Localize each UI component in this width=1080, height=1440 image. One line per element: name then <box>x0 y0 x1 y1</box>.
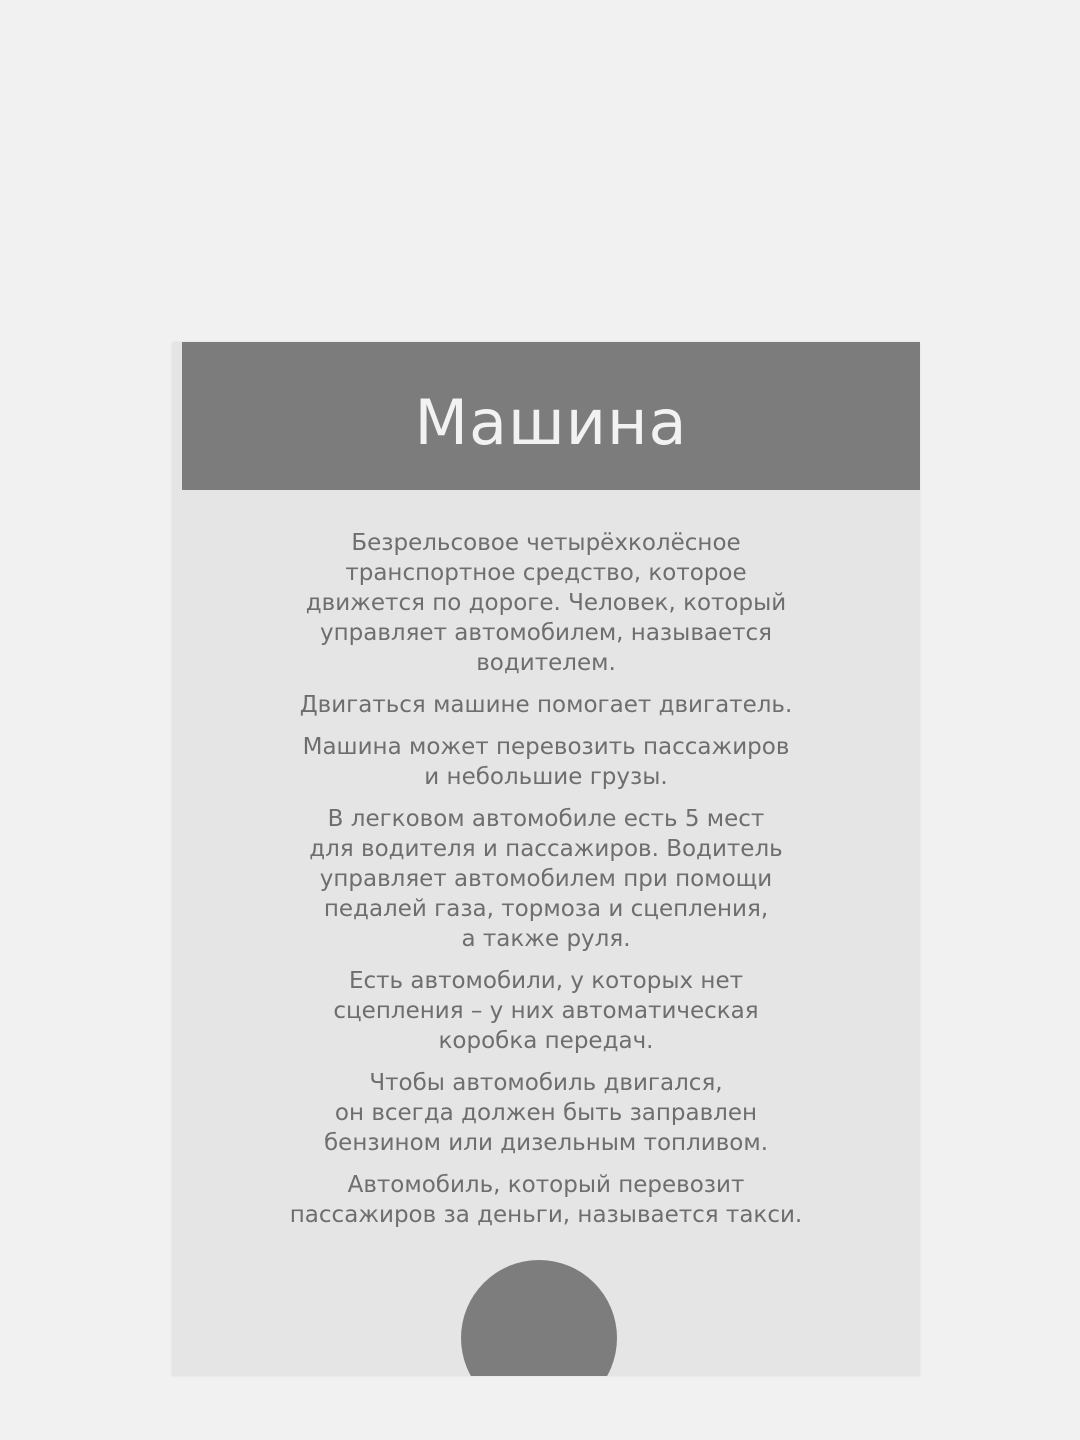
card-header <box>182 342 920 490</box>
info-card <box>172 342 920 1376</box>
card-body <box>212 528 880 1242</box>
paragraph-taxi: Автомобиль, который перевозит пассажиров за деньги, называется такси. <box>289 1172 803 1228</box>
semicircle-decoration <box>461 1260 617 1376</box>
card-title: Машина <box>414 386 688 459</box>
paragraph-seats: В легковом автомобиле есть 5 мест для водителя и пассажиров. Водитель управляет автомобилем при помощи педалей газа, тормоза и сцепления, а также руля. <box>309 806 783 952</box>
paragraph-cargo: Машина может перевозить пассажиров и небольшие грузы. <box>302 734 790 790</box>
paragraph-engine: Двигаться машине помогает двигатель. <box>299 692 793 718</box>
paragraph-automatic: Есть автомобили, у которых нет сцепления – у них автоматическая коробка передач. <box>333 968 759 1054</box>
paragraph-fuel: Чтобы автомобиль двигался, он всегда должен быть заправлен бензином или дизельным топливом. <box>323 1070 769 1156</box>
paragraph-definition: Безрельсовое четырёхколёсное транспортное средство, которое движется по дороге. Человек, который управляет автомобилем, называется водителем. <box>305 530 787 676</box>
